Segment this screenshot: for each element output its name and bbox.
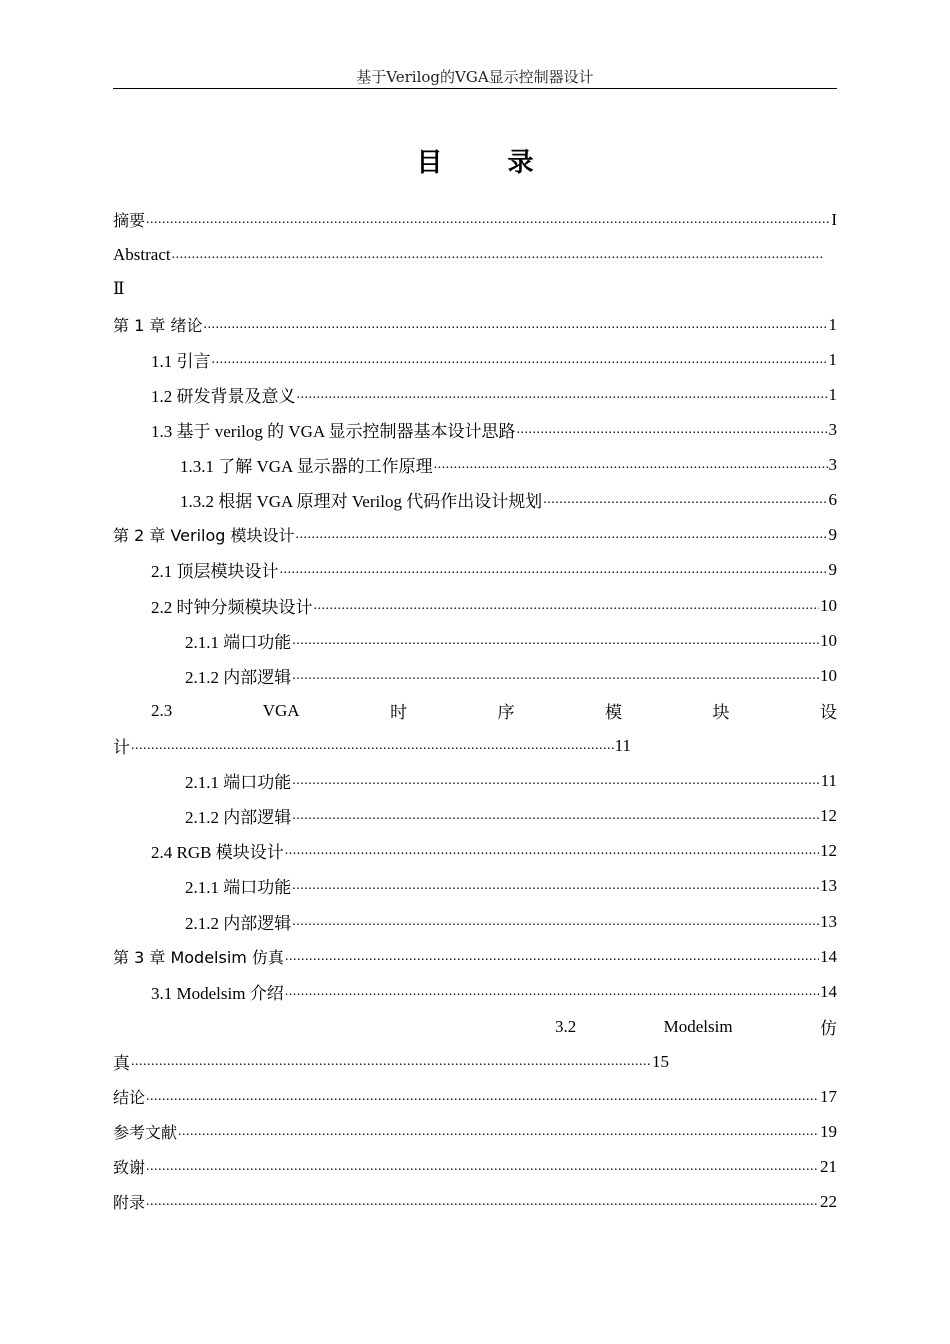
toc-entry-1-3-2[interactable] <box>180 482 837 517</box>
toc-page: 12 <box>820 805 837 825</box>
toc-page: 15 <box>652 1051 669 1071</box>
toc-label-part: 仿 <box>819 1019 837 1038</box>
toc-label-part: 序 <box>497 703 515 722</box>
toc-page: 14 <box>820 981 837 1001</box>
toc-page: 9 <box>828 559 837 579</box>
toc-entry-2-3[interactable] <box>151 693 837 728</box>
toc-label: 第 1 章 绪论 <box>113 316 203 335</box>
toc-entry-1-1[interactable] <box>151 342 837 377</box>
toc-label: 参考文献 <box>113 1123 178 1142</box>
toc-label: 1.1 引言 <box>151 352 211 371</box>
toc-entry-2-3-cont[interactable] <box>113 728 631 763</box>
toc-leader <box>280 562 828 578</box>
toc-label: 第 2 章 Verilog 模块设计 <box>113 526 295 545</box>
toc-label: 附录 <box>113 1193 146 1212</box>
toc-label-part: 块 <box>712 703 730 722</box>
toc-page: 10 <box>820 595 837 615</box>
toc-label-part: VGA <box>262 700 300 720</box>
toc-page: 10 <box>820 665 837 685</box>
toc-leader <box>146 1194 819 1210</box>
toc-page: 22 <box>820 1191 837 1211</box>
toc-label: 2.1.2 内部逻辑 <box>185 914 292 933</box>
toc-leader <box>292 773 819 789</box>
toc-label: 2.1.2 内部逻辑 <box>185 808 292 827</box>
toc-entry-chapter-3[interactable] <box>113 939 837 974</box>
toc-label: 第 3 章 Modelsim 仿真 <box>113 948 284 967</box>
toc-label-part: Modelsim <box>663 1016 733 1036</box>
toc-entry-acknowledgements[interactable] <box>113 1149 837 1184</box>
toc-label: 2.1.2 内部逻辑 <box>185 668 292 687</box>
toc-entry-1-2[interactable] <box>151 377 837 412</box>
toc-leader <box>296 527 828 543</box>
toc-entry-chapter-1[interactable] <box>113 307 837 342</box>
toc-label: 结论 <box>113 1088 146 1107</box>
toc-page: 1 <box>828 384 837 404</box>
toc-label: 2.1.1 端口功能 <box>185 878 292 897</box>
toc-entry-3-1[interactable] <box>151 974 837 1009</box>
toc-leader <box>131 738 614 754</box>
toc-page: I <box>831 209 837 229</box>
toc-page: 12 <box>820 840 837 860</box>
toc-label: 3.1 Modelsim 介绍 <box>151 984 284 1003</box>
toc-page: 11 <box>614 735 631 755</box>
toc-entry-abstract-en[interactable] <box>113 237 825 272</box>
toc-entry-2-3-2[interactable] <box>185 798 837 833</box>
toc-page: 11 <box>820 770 837 790</box>
toc-label: 2.1.1 端口功能 <box>185 633 292 652</box>
toc-label: 2.1.1 端口功能 <box>185 773 292 792</box>
toc-entry-2-3-1[interactable] <box>185 763 837 798</box>
toc-leader <box>517 422 828 438</box>
toc-page: 6 <box>828 489 837 509</box>
toc-page: 1 <box>828 349 837 369</box>
toc-entry-3-2[interactable] <box>555 1009 837 1044</box>
toc-label-part: 3.2 <box>555 1016 577 1036</box>
toc-leader <box>146 212 830 228</box>
toc-entry-2-1[interactable] <box>151 552 837 587</box>
toc-label-part: 时 <box>390 703 408 722</box>
toc-page: 3 <box>828 419 837 439</box>
toc-label: 2.1 顶层模块设计 <box>151 562 279 581</box>
toc-leader <box>285 984 819 1000</box>
toc-leader <box>285 949 819 965</box>
toc-leader <box>292 914 819 930</box>
toc-leader <box>292 668 819 684</box>
toc-leader <box>146 1089 819 1105</box>
toc-page: 13 <box>820 875 837 895</box>
toc-leader <box>292 808 819 824</box>
page-title: 目 录 <box>416 148 562 178</box>
toc-label-part: 2.3 <box>151 700 173 720</box>
toc-page: 14 <box>820 946 837 966</box>
toc-entry-abstract-cn[interactable] <box>113 202 837 237</box>
toc-leader <box>297 387 828 403</box>
toc-label: 1.3 基于 verilog 的 VGA 显示控制器基本设计思路 <box>151 422 516 441</box>
toc-label-part: 模 <box>605 703 623 722</box>
toc-label-cont: 计 <box>113 738 130 757</box>
toc-leader <box>172 247 824 263</box>
toc-page: 3 <box>828 454 837 474</box>
toc-label: 1.2 研发背景及意义 <box>151 387 296 406</box>
toc-entry-2-2-2[interactable] <box>185 658 837 693</box>
toc-label: 摘要 <box>113 211 146 230</box>
toc-page: 21 <box>820 1156 837 1176</box>
toc-entry-2-4-1[interactable] <box>185 868 837 903</box>
toc-leader <box>212 352 828 368</box>
toc-entry-2-4-2[interactable] <box>185 904 837 939</box>
toc-leader <box>146 1159 819 1175</box>
toc-entry-1-3[interactable] <box>151 412 837 447</box>
toc-leader <box>314 598 820 614</box>
toc-entry-appendix[interactable] <box>113 1184 837 1219</box>
toc-entry-2-4[interactable] <box>151 833 837 868</box>
toc-entry-3-2-cont[interactable] <box>113 1044 669 1079</box>
toc-entry-conclusion[interactable] <box>113 1079 837 1114</box>
toc-label: 1.3.2 根据 VGA 原理对 Verilog 代码作出设计规划 <box>180 492 543 511</box>
toc-leader <box>292 878 819 894</box>
toc-label: 2.4 RGB 模块设计 <box>151 843 284 862</box>
toc-label: 1.3.1 了解 VGA 显示器的工作原理 <box>180 457 433 476</box>
toc-page: 9 <box>828 524 837 544</box>
toc-entry-2-2-1[interactable] <box>185 623 837 658</box>
toc-label: 2.2 时钟分频模块设计 <box>151 598 313 617</box>
toc-page: 13 <box>820 911 837 931</box>
toc-label: 致谢 <box>113 1158 146 1177</box>
toc-page: 1 <box>828 314 837 334</box>
toc-label-cont: 真 <box>113 1054 130 1073</box>
running-header: 基于Verilog的VGA显示控制器设计 <box>113 66 837 89</box>
toc-entry-references[interactable] <box>113 1114 837 1149</box>
toc-leader <box>178 1124 819 1140</box>
toc-leader <box>131 1054 651 1070</box>
toc-leader <box>543 492 827 508</box>
toc-entry-2-2[interactable] <box>151 588 837 623</box>
toc-page: 17 <box>820 1086 837 1106</box>
toc-leader <box>285 843 819 859</box>
toc-page: 19 <box>820 1121 837 1141</box>
toc-label: Abstract <box>113 244 171 264</box>
toc-label-part: 设 <box>820 703 837 722</box>
toc-page: 10 <box>820 630 837 650</box>
toc-entry-1-3-1[interactable] <box>180 447 837 482</box>
toc-leader <box>292 633 819 649</box>
toc-entry-chapter-2[interactable] <box>113 517 837 552</box>
toc-leader <box>203 317 827 333</box>
toc-page-abstract-en: Ⅱ <box>113 279 125 298</box>
toc-leader <box>434 457 828 473</box>
